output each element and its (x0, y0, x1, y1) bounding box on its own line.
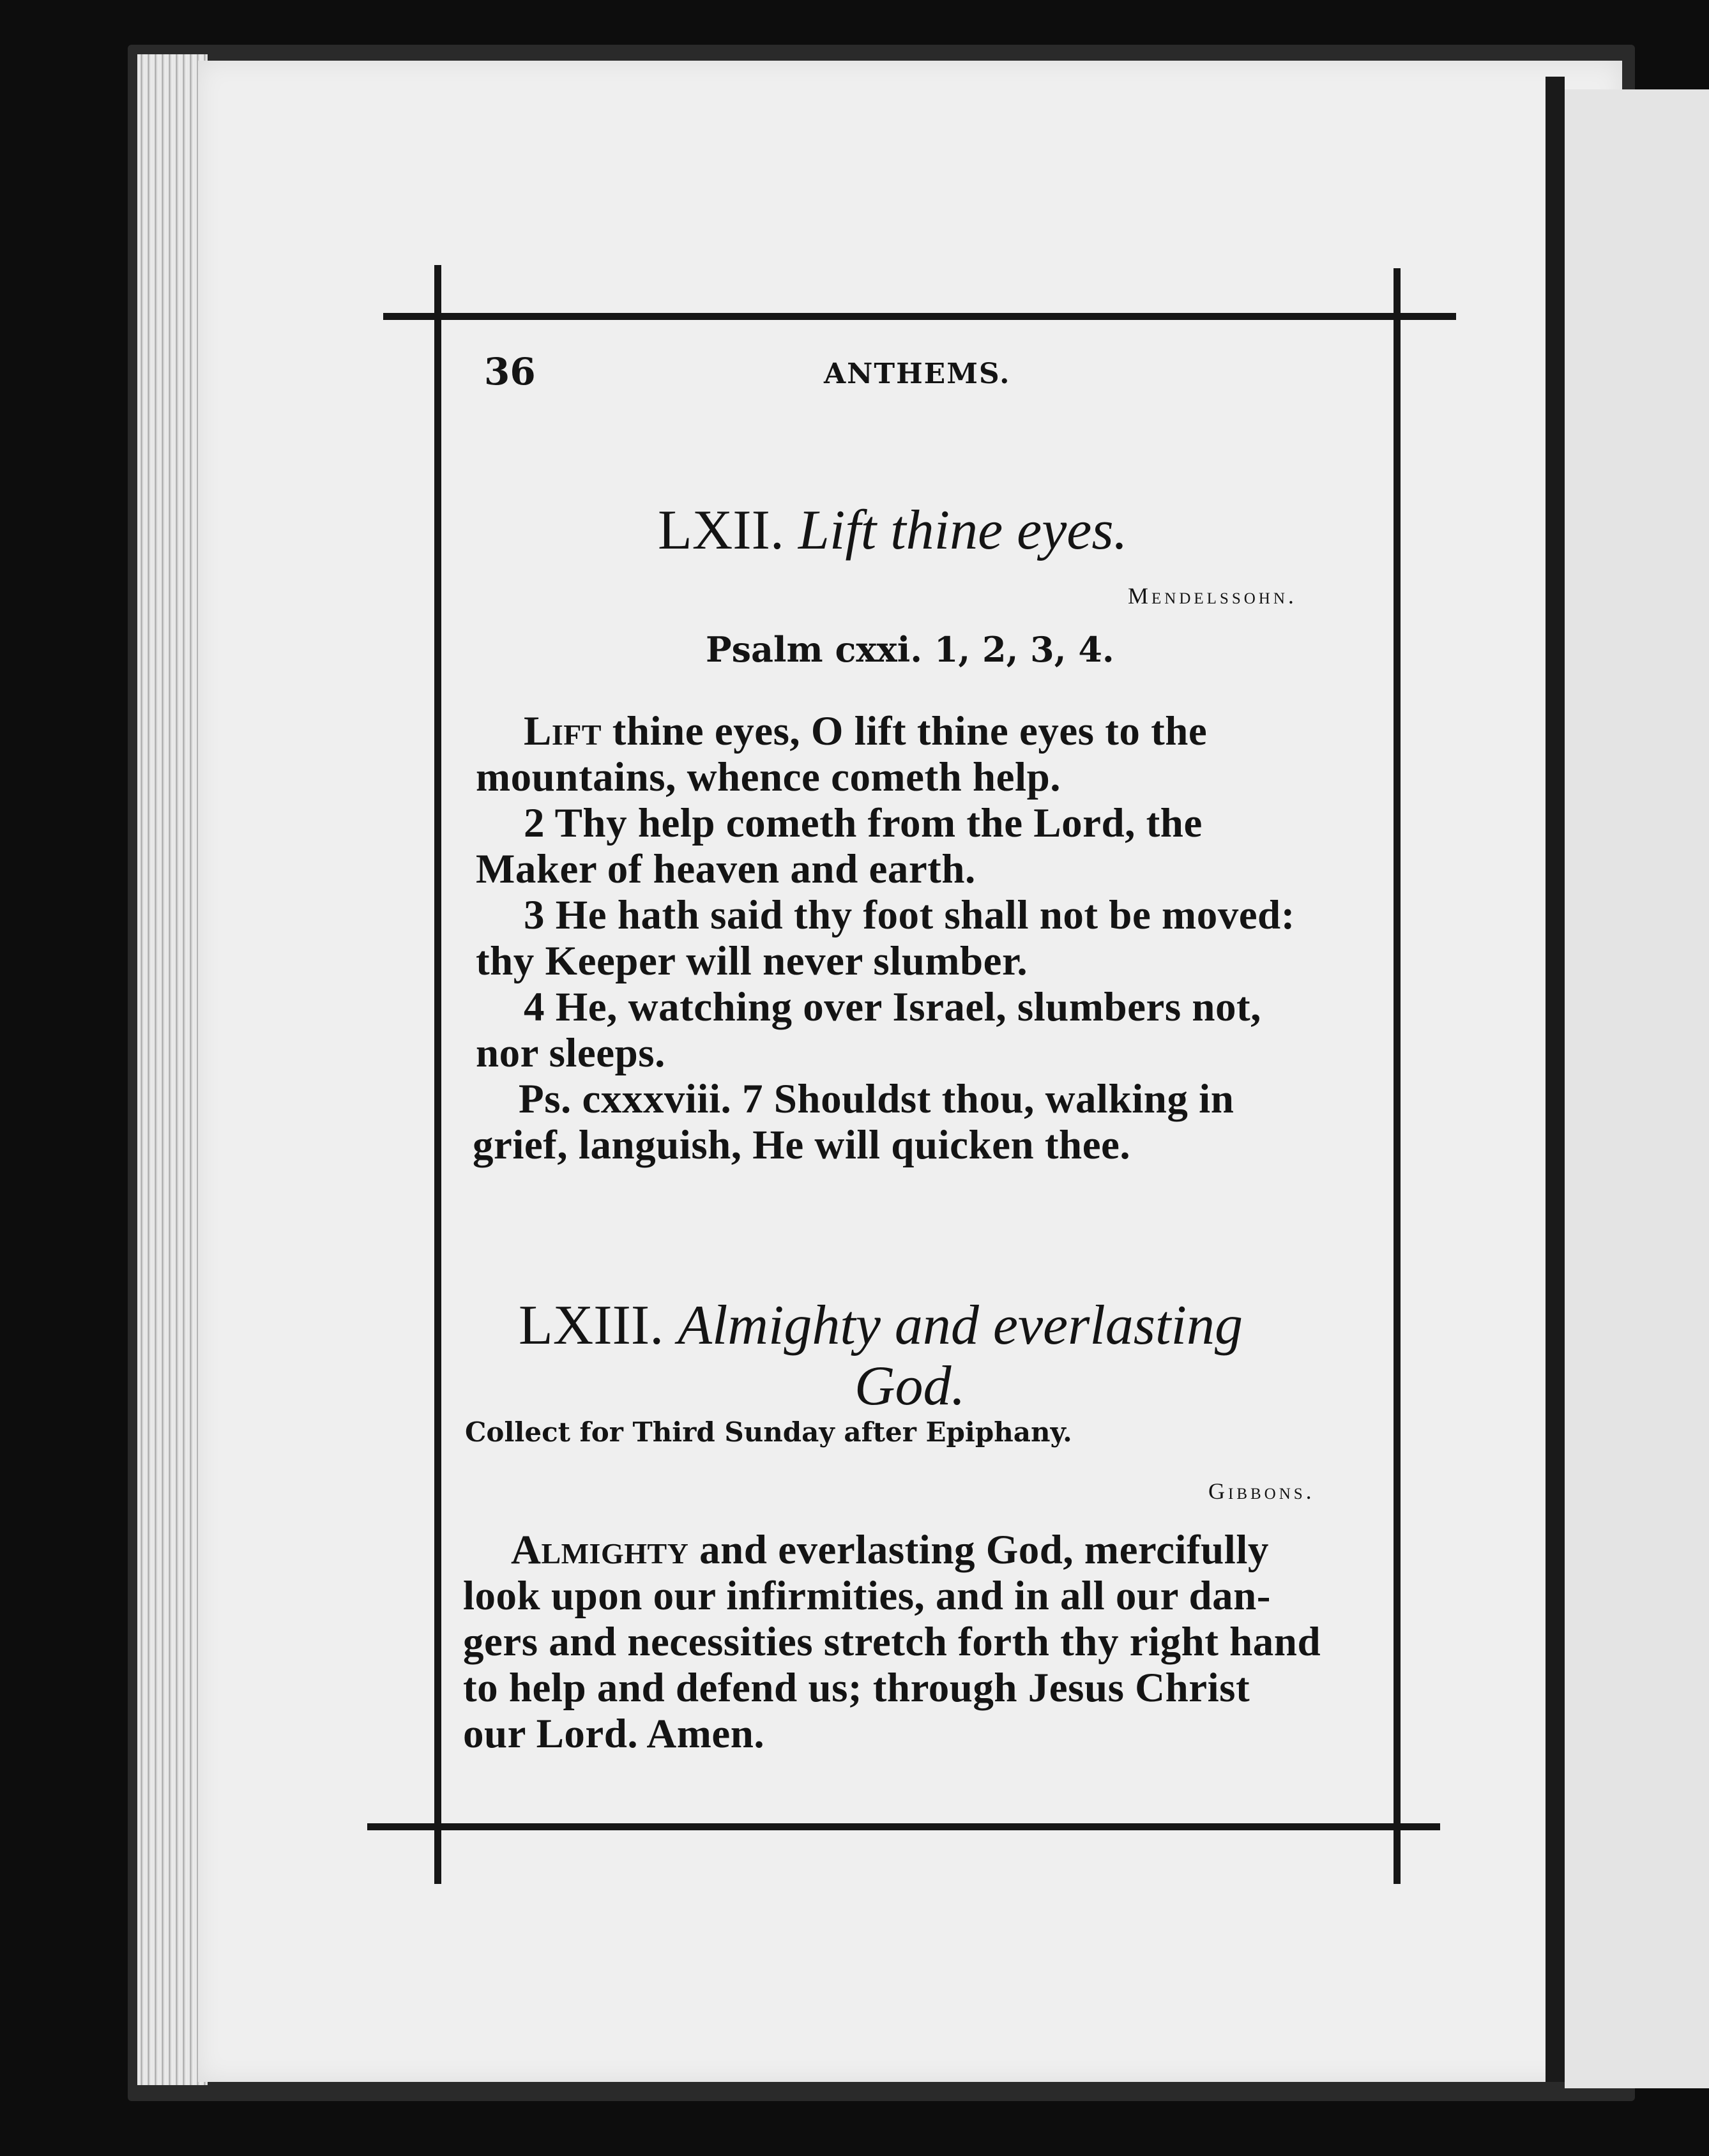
line-text: thine eyes, O lift thine eyes to the (602, 708, 1208, 754)
anthem-62-numeral: LXII. (658, 499, 784, 561)
frame-rule-right (1394, 268, 1401, 1884)
anthem-62-title: Lift thine eyes. (798, 499, 1128, 561)
anthem-63-heading (519, 1293, 1243, 1358)
anthem-63-line: our Lord. Amen. (463, 1711, 765, 1757)
frame-rule-left (434, 265, 441, 1884)
gutter-shadow (1546, 77, 1565, 2082)
anthem-63-line: gers and necessities stretch forth thy right hand (463, 1619, 1321, 1665)
anthem-63-line: look upon our infirmities, and in all our dan- (463, 1573, 1271, 1619)
anthem-62-line: grief, languish, He will quicken thee. (473, 1122, 1131, 1168)
anthem-62-line: Ps. cxxxviii. 7 Shouldst thou, walking in (519, 1076, 1234, 1122)
anthem-63-composer: Gibbons. (1208, 1478, 1315, 1504)
anthem-62-line: 3 He hath said thy foot shall not be moved: (524, 892, 1295, 938)
anthem-63-line (511, 1526, 1269, 1574)
frame-rule-bottom (367, 1823, 1440, 1830)
anthem-62-line: Maker of heaven and earth. (476, 846, 976, 892)
anthem-63-line: to help and defend us; through Jesus Christ (463, 1665, 1250, 1711)
drop-word: Lift (524, 708, 602, 754)
anthem-62-line: 4 He, watching over Israel, slumbers not, (524, 984, 1261, 1030)
frame-rule-top (383, 313, 1456, 320)
anthem-62-line: nor sleeps. (476, 1030, 665, 1076)
anthem-63-title-line2: God. (855, 1355, 966, 1417)
running-head: ANTHEMS. (824, 358, 1011, 390)
anthem-62-line: thy Keeper will never slumber. (476, 938, 1028, 984)
anthem-63-numeral: LXIII. (519, 1294, 664, 1356)
anthem-62-composer: Mendelssohn. (1128, 583, 1297, 609)
page-number: 36 (484, 350, 536, 393)
anthem-62-heading (658, 498, 1128, 563)
drop-word: Almighty (511, 1527, 689, 1573)
anthem-63-title-line1: Almighty and everlasting (678, 1294, 1243, 1356)
facing-page-edge (1565, 89, 1709, 2088)
line-text: and everlasting God, mercifully (688, 1527, 1269, 1573)
anthem-62-source: Psalm cxxi. 1, 2, 3, 4. (706, 629, 1114, 670)
page-stack-edges (137, 54, 208, 2085)
anthem-62-line: mountains, whence cometh help. (476, 754, 1061, 800)
anthem-62-line (524, 708, 1207, 755)
anthem-63-source: Collect for Third Sunday after Epiphany. (465, 1416, 1072, 1448)
anthem-62-line: 2 Thy help cometh from the Lord, the (524, 800, 1203, 846)
